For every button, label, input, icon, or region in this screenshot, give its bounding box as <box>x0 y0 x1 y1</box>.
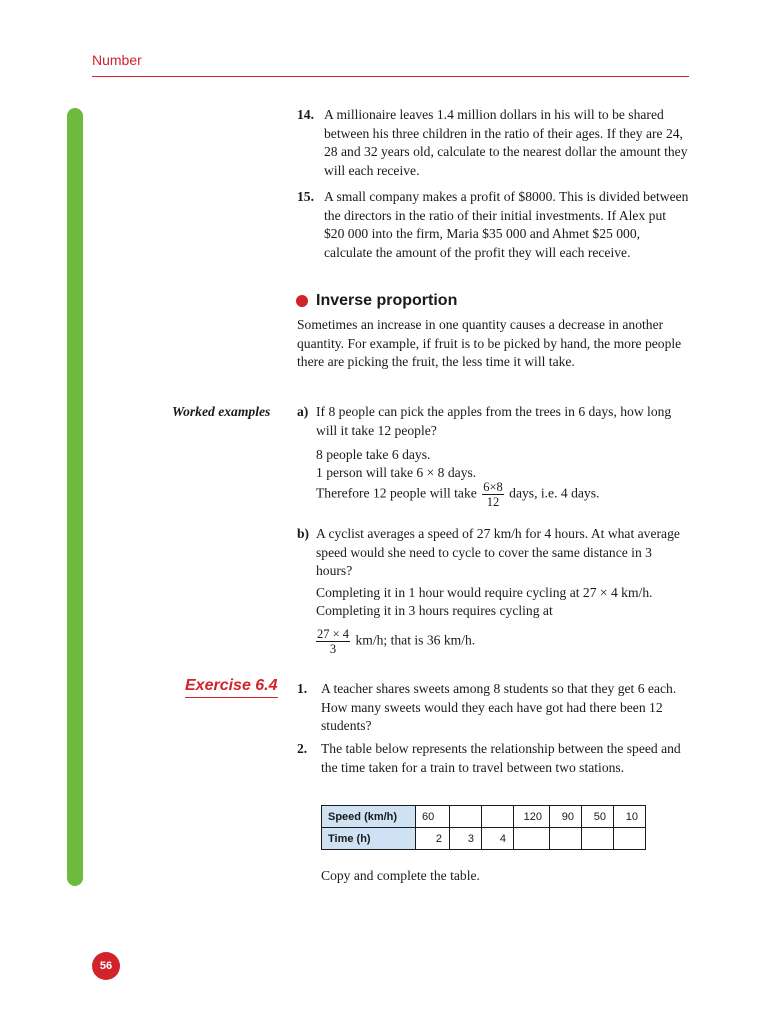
exercise-underline <box>185 697 278 698</box>
example-b-line-1: Completing it in 1 hour would require cycling at 27 × 4 km/h. <box>316 585 653 600</box>
section-heading-text: Inverse proportion <box>316 292 458 309</box>
example-letter: b) <box>297 526 310 541</box>
question-text: The table below represents the relationship between the speed and the time taken for a train to travel between two stations. <box>321 741 681 775</box>
worked-example-a <box>297 403 689 440</box>
exercise-instruction: Copy and complete the table. <box>321 868 480 883</box>
question-number: 2. <box>297 741 308 756</box>
fraction <box>482 480 504 509</box>
chapter-title: Number <box>92 52 142 68</box>
example-b-line-3 <box>314 627 475 656</box>
table-cell: 2 <box>416 828 450 850</box>
page-number-badge: 56 <box>92 952 120 980</box>
table-row-speed <box>322 806 646 828</box>
example-b-conclusion: km/h; that is 36 km/h. <box>355 632 476 648</box>
fraction-denominator: 3 <box>329 642 337 656</box>
table-cell <box>514 828 550 850</box>
table-cell: 4 <box>482 828 514 850</box>
header-rule <box>92 76 689 77</box>
row-header-speed: Speed (km/h) <box>322 806 416 828</box>
example-letter: a) <box>297 404 309 419</box>
question-text: A millionaire leaves 1.4 million dollars in his will to be shared between his three children in the ratio of their ages. If they are 24, 28 and 32 years old, calculate to the nearest dollar the amount they will each receive. <box>324 107 688 178</box>
example-question: If 8 people can pick the apples from the trees in 6 days, how long will it take 12 people? <box>316 404 672 438</box>
question-number: 14. <box>297 107 314 122</box>
exercise-label: Exercise 6.4 <box>185 677 278 694</box>
table-cell: 60 <box>416 806 450 828</box>
example-a-conclusion-start: Therefore 12 people will take <box>316 485 477 501</box>
exercise-question-2 <box>297 740 689 777</box>
table-cell: 3 <box>450 828 482 850</box>
example-question: A cyclist averages a speed of 27 km/h for 4 hours. At what average speed would she need to cycle to cover the same distance in 3 hours? <box>316 526 680 578</box>
table-cell <box>550 828 582 850</box>
example-a-conclusion-end: days, i.e. 4 days. <box>509 485 600 501</box>
fraction-denominator: 12 <box>486 495 500 509</box>
margin-bar <box>67 108 83 886</box>
worked-examples-label: Worked examples <box>172 404 271 419</box>
table-row-time <box>322 828 646 850</box>
fraction-numerator: 6×8 <box>483 480 503 494</box>
table-cell: 120 <box>514 806 550 828</box>
example-a-line-3 <box>316 480 599 509</box>
question-14 <box>297 106 689 180</box>
example-b-line-2: Completing it in 3 hours requires cycling at <box>316 603 553 618</box>
question-number: 1. <box>297 681 308 696</box>
fraction <box>316 627 350 656</box>
example-a-line-1: 8 people take 6 days. <box>316 447 431 462</box>
table-cell <box>450 806 482 828</box>
fraction-numerator: 27 × 4 <box>317 627 350 641</box>
table-cell <box>482 806 514 828</box>
table-cell: 50 <box>582 806 614 828</box>
table-cell <box>614 828 646 850</box>
exercise-question-1 <box>297 680 689 736</box>
worked-example-b <box>297 525 689 581</box>
row-header-time: Time (h) <box>322 828 416 850</box>
section-intro: Sometimes an increase in one quantity causes a decrease in another quantity. For example, if fruit is to be picked by hand, the more people there are picking the fruit, the less time it will take. <box>297 317 682 369</box>
question-text: A teacher shares sweets among 8 students so that they get 6 each. How many sweets would they each have got had there been 12 students? <box>321 681 677 733</box>
bullet-icon <box>296 295 308 307</box>
section-heading <box>296 292 457 310</box>
table-cell <box>582 828 614 850</box>
table-cell: 10 <box>614 806 646 828</box>
table-cell: 90 <box>550 806 582 828</box>
example-a-line-2: 1 person will take 6 × 8 days. <box>316 465 477 480</box>
speed-time-table <box>321 805 646 850</box>
question-text: A small company makes a profit of $8000. This is divided between the directors in the ratio of their initial investments. If Alex put $20 000 into the firm, Maria $35 000 and Ahmet $25 000, calculate the amount of the profit they will each receive. <box>324 189 689 260</box>
question-15 <box>297 188 689 262</box>
question-number: 15. <box>297 189 314 204</box>
